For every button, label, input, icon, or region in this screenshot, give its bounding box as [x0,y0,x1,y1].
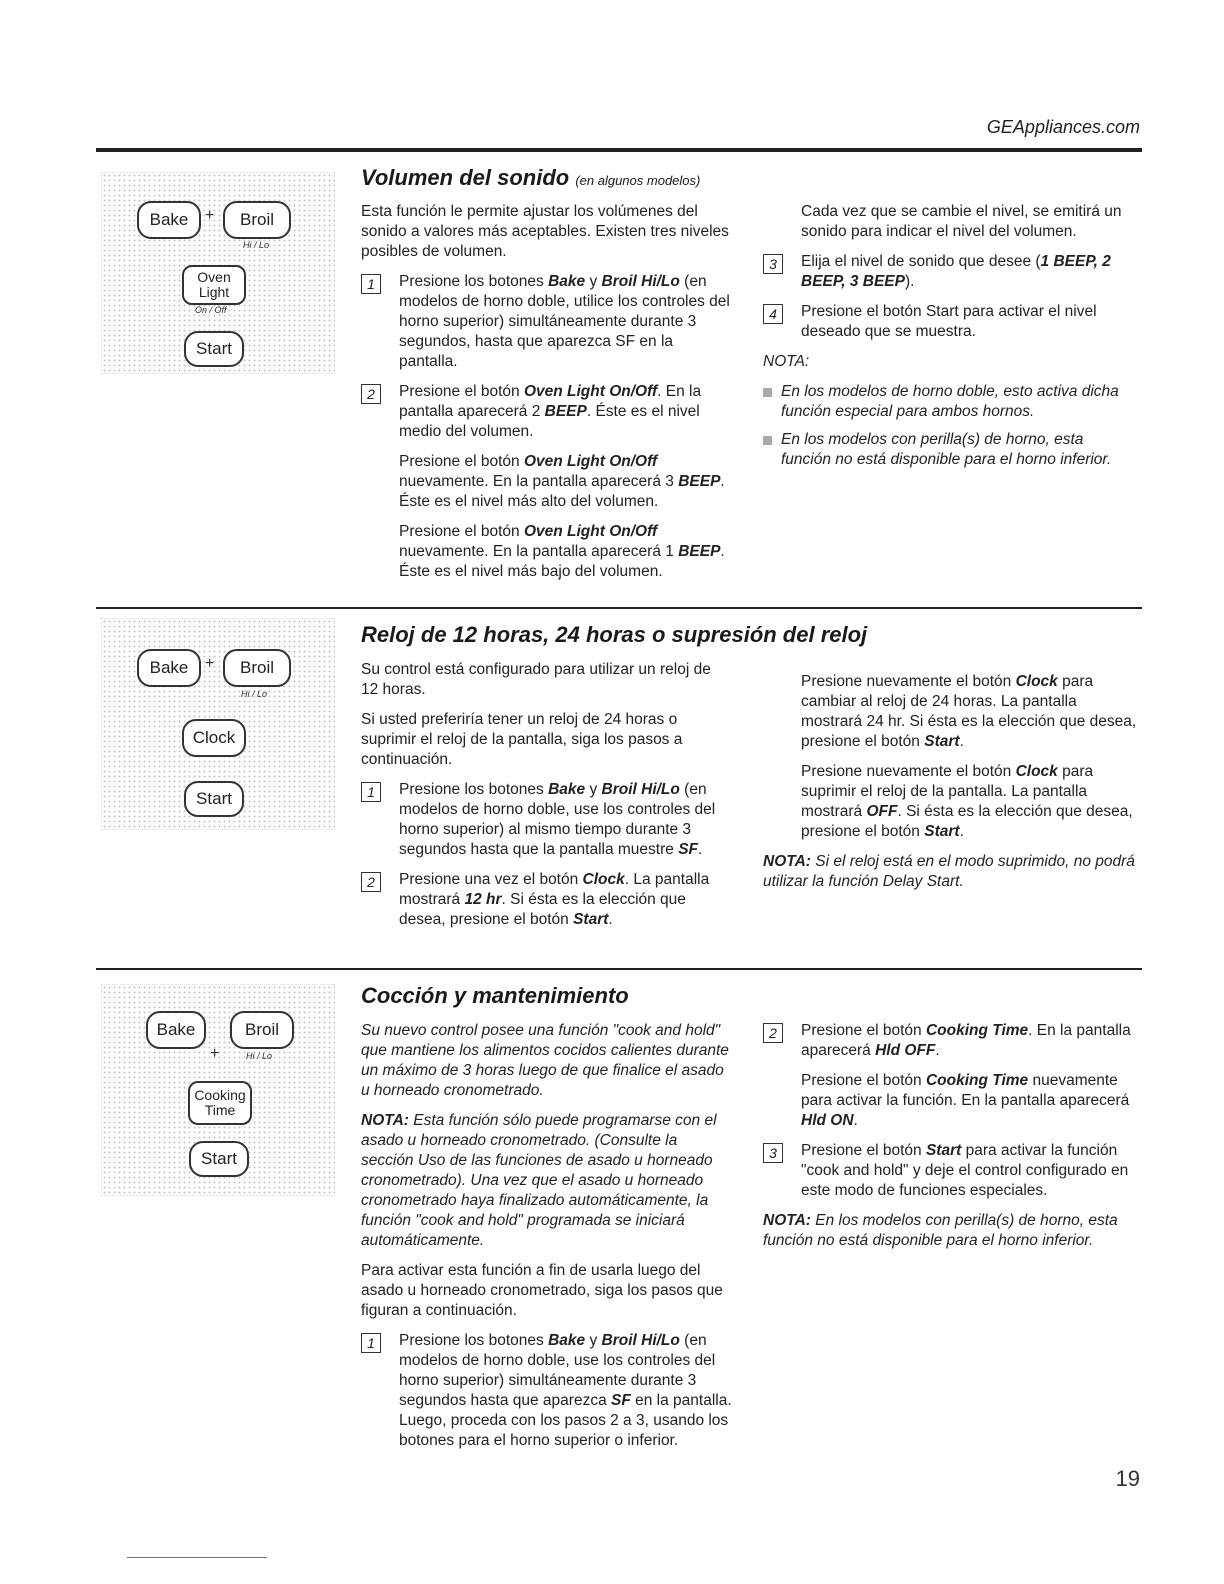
nota: NOTA: En los modelos con perilla(s) de horno, esta función no está disponible para el horno inferior. [763,1212,1118,1249]
bake-key: Bake [137,201,201,239]
oven-light-key: Oven Light [182,265,246,305]
section-right-column [763,1021,1139,1261]
broil-key: Broil [223,649,291,687]
control-panel-illustration [101,172,335,374]
control-panel-illustration [101,618,335,830]
control-panel-illustration [101,984,335,1196]
on-off-label: On / Off [195,305,227,315]
section-left-column: Su control está configurado para utilizar un reloj de 12 horas. Si usted preferiría tener un reloj de 24 horas o suprimir el reloj de la pantalla, siga los pasos a continuación. 1 Presione los botones Bake y Broil Hi/Lo (en modelos de horno doble, use los controles del horno superior) al mismo tiempo durante 3 segundos hasta que la pantalla muestre SF. 2 Presione una vez el botón Clock. La pantalla mostrará 12 hr. Si ésta es la elección que desea, presione el botón Start. [361,660,731,940]
paragraph: Presione el botón Oven Light On/Off nuevamente. En la pantalla aparecerá 3 BEEP. Éste es el nivel más alto del volumen. [399,453,725,510]
section-divider [96,968,1142,970]
step-1: 1 Presione los botones Bake y Broil Hi/Lo (en modelos de horno doble, use los controles del horno superior) al mismo tiempo durante 3 segundos hasta que la pantalla muestre SF. [361,780,731,860]
section-right-column: Cada vez que se cambie el nivel, se emitirá un sonido para indicar el nivel del volumen. 3 Elija el nivel de sonido que desee (1 BEEP, 2 BEEP, 3 BEEP). 4 Presione el botón Start para activar el nivel deseado que se muestra. NOTA: En los modelos de horno doble, esto activa dicha función especial para ambos hornos. En los modelos con perilla(s) de horno, esta función no está disponible para el horno inferior. [763,202,1135,478]
hi-lo-label: Hi / Lo [243,240,270,250]
nota-label: NOTA: [763,353,810,370]
section-right-column [763,672,1139,902]
site-url: GEAppliances.com [986,117,1140,137]
top-rule [96,148,1142,152]
step-2: 2 Presione el botón Cooking Time. En la pantalla aparecerá Hld OFF. [763,1021,1139,1061]
paragraph: Presione nuevamente el botón Clock para cambiar al reloj de 24 horas. La pantalla mostrará 24 hr. Si ésta es la elección que desea, presione el botón Start. [801,673,1137,750]
step-3: 3 Presione el botón Start para activar la función "cook and hold" y deje el control configurado en este modo de funciones especiales. [763,1141,1139,1201]
section-left-column: Esta función le permite ajustar los volúmenes del sonido a valores más aceptables. Existen tres niveles posibles de volumen. 1 Presione los botones Bake y Broil Hi/Lo (en modelos de horno doble, utilice los controles del horno superior) simultáneamente durante 3 segundos, hasta que aparezca SF en la pantalla. 2 Presione el botón Oven Light On/Off. En la pantalla aparecerá 2 BEEP. Éste es el nivel medio del volumen. Presione el botón Oven Light On/Off nuevamente. En la pantalla aparecerá 3 BEEP. Éste es el nivel más alto del volumen. Presione el botón Oven Light On/Off nuevamente. En la pantalla aparecerá 1 BEEP. Éste es el nivel más bajo del volumen. [361,203,730,580]
start-key: Start [189,1141,249,1177]
bake-key: Bake [146,1011,206,1049]
section-title: Cocción y mantenimiento [361,983,629,1008]
note-item: En los modelos de horno doble, esto activa dicha función especial para ambos hornos. [763,382,1135,422]
step-3: 3 Elija el nivel de sonido que desee (1 BEEP, 2 BEEP, 3 BEEP). [763,252,1135,292]
paragraph: Presione nuevamente el botón Clock para suprimir el reloj de la pantalla. La pantalla mostrará OFF. Si ésta es la elección que desea, presione el botón Start. [801,763,1133,840]
section-divider [96,607,1142,609]
footer-line [127,1557,267,1558]
hi-lo-label: Hi / Lo [246,1051,273,1061]
section-title: Reloj de 12 horas, 24 horas o supresión del reloj [361,622,868,647]
cooking-time-key: Cooking Time [188,1081,252,1125]
step-2: 2 Presione el botón Oven Light On/Off. En la pantalla aparecerá 2 BEEP. Éste es el nivel medio del volumen. [361,382,731,442]
paragraph: Presione el botón Oven Light On/Off nuevamente. En la pantalla aparecerá 1 BEEP. Éste es el nivel más bajo del volumen. [399,523,725,580]
section-title: Volumen del sonido (en algunos modelos) [361,165,701,190]
section-left-column: Su nuevo control posee una función "cook and hold" que mantiene los alimentos cocidos calientes durante un máximo de 3 horas luego de que finalice el asado u horneado cronometrado. NOTA: Esta función sólo puede programarse con el asado u horneado cronometrado. (Consulte la sección Uso de las funciones de asado u horneado cronometrado). Una vez que el asado u horneado cronometrado haya finalizado automáticamente, la función "cook and hold" programada se iniciará automáticamente. Para activar esta función a fin de usarla luego del asado u horneado cronometrado, siga los pasos que figuran a continuación. 1 Presione los botones Bake y Broil Hi/Lo (en modelos de horno doble, use los controles del horno superior) simultáneamente durante 3 segundos hasta que aparezca SF en la pantalla. Luego, proceda con los pasos 2 a 3, usando los botones para el horno superior o inferior. [361,1022,732,1449]
step-4: 4 Presione el botón Start para activar el nivel deseado que se muestra. [763,302,1135,342]
nota: NOTA: Esta función sólo puede programarse con el asado u horneado cronometrado. (Consulte la sección Uso de las funciones de asado u horneado cronometrado). Una vez que el asado u horneado cronometrado haya finalizado automáticamente, la función "cook and hold" programada se iniciará automáticamente. [361,1112,717,1249]
start-key: Start [184,781,244,817]
bake-key: Bake [137,649,201,687]
plus-sign: + [205,655,215,672]
clock-key: Clock [182,719,246,757]
page-number: 19 [1115,1466,1140,1491]
broil-key: Broil [230,1011,294,1049]
start-key: Start [184,331,244,367]
nota: NOTA: Si el reloj está en el modo suprimido, no podrá utilizar la función Delay Start. [763,853,1135,890]
plus-sign: + [210,1045,220,1062]
paragraph: Presione el botón Cooking Time nuevamente para activar la función. En la pantalla aparecerá Hld ON. [801,1072,1130,1129]
broil-key: Broil [223,201,291,239]
hi-lo-label: Hi / Lo [241,689,268,699]
step-1: 1 Presione los botones Bake y Broil Hi/Lo (en modelos de horno doble, utilice los controles del horno superior) simultáneamente durante 3 segundos, hasta que aparezca SF en la pantalla. [361,272,731,372]
plus-sign: + [205,207,215,224]
step-1: 1 Presione los botones Bake y Broil Hi/Lo (en modelos de horno doble, use los controles del horno superior) simultáneamente durante 3 segundos hasta que aparezca SF en la pantalla. Luego, proceda con los pasos 2 a 3, usando los botones para el horno superior o inferior. [361,1331,733,1451]
step-2: 2 Presione una vez el botón Clock. La pantalla mostrará 12 hr. Si ésta es la elección que desea, presione el botón Start. [361,870,731,930]
note-item: En los modelos con perilla(s) de horno, esta función no está disponible para el horno inferior. [763,430,1135,470]
